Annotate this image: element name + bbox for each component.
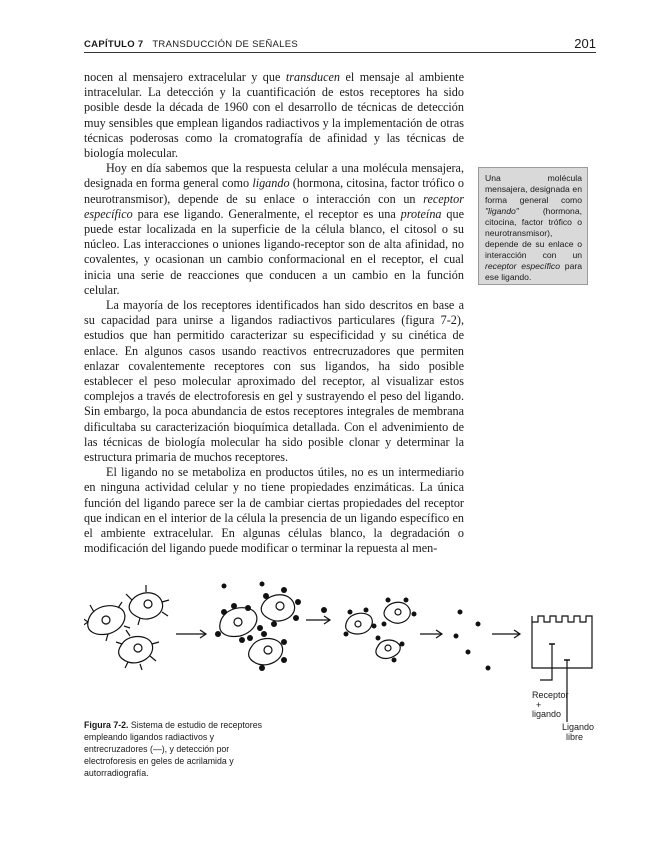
label-plus: +	[536, 700, 542, 710]
label-receptor: Receptor	[532, 690, 569, 700]
caption-label: Figura 7-2.	[84, 720, 129, 730]
paragraph-4: El ligando no se metaboliza en productos útiles, no es un intermediario en ninguna actividad celular y no tiene propiedades enzimáticas. La única función del ligando parece ser la de cambiar ciertas propiedades del receptor que indican en el interior de la célula la presencia de un ligando específico en el ambiente extracelular. En algunas células blanco, la degradación o modificación del ligando puede modificar o terminar la repuesta al men-	[84, 465, 464, 556]
caption-text: Sistema de estudio de receptores empleando ligandos radiactivos y entrecruzadores (—), y detección por electroforesis en geles de acrilamida y autorradiografía.	[84, 720, 262, 778]
label-ligando-libre-1: Ligando	[562, 722, 595, 732]
chapter-title: TRANSDUCCIÓN DE SEÑALES	[152, 39, 299, 50]
page-header	[84, 36, 596, 54]
chapter-label: CAPÍTULO 7	[84, 39, 144, 50]
label-ligando-libre-2: libre	[566, 732, 584, 742]
margin-note: Una molécula mensajera, designada en forma general como "ligando" (hormona, citocina, factor trófico o neurotransmisor), depende de su enlace o interacción con un receptor específico para ese ligando.	[478, 167, 588, 285]
paragraph-2: Hoy en día sabemos que la respuesta celular a una molécula mensajera, designada en forma general como ligando (hormona, citosina, factor trófico o neurotransmisor), depende de su enlace o interacción con un receptor específico para ese ligando. Generalmente, el receptor es una proteína que puede estar localizada en la superficie de la célula blanco, el citosol o su núcleo. Las interacciones o uniones ligando-receptor son de alta afinidad, no covalentes, y ocasionan un cambio conformacional en el receptor, el cual inicia una serie de reacciones que conducen a un cambio en la función celular.	[84, 161, 464, 297]
page-number: 201	[574, 36, 596, 51]
paragraph-1: nocen al mensajero extracelular y que transducen el mensaje al ambiente intracelular. La detección y la cuantificación de estos receptores ha sido posible desde la década de 1960 con el desarrollo de técnicas de detección muy sensibles que emplean ligandos radiactivos y la implementación de otras técnicas poderosas como la cromatografía de afinidad y las técnicas de biología molecular.	[84, 70, 464, 161]
running-head	[84, 39, 298, 50]
figure-7-2-diagram	[84, 572, 604, 740]
gel-outline	[532, 616, 592, 668]
cell-group-2	[220, 595, 295, 665]
label-ligando: ligando	[532, 709, 562, 719]
cell-group-1	[84, 585, 169, 670]
figure-caption	[84, 719, 274, 779]
header-rule	[84, 52, 596, 53]
ligand-dots	[215, 582, 491, 672]
body-text	[84, 70, 464, 557]
paragraph-3: La mayoría de los receptores identificados han sido descritos en base a su capacidad para unirse a ligandos radiactivos particulares (figura 7-2), estudios que han permitido caracterizar su especificidad y su cinética de enlace. En algunos casos usando reactivos entrecruzadores que permiten enlazar covalentemente receptores con sus ligandos, ha sido posible establecer el peso molecular aproximado del receptor, al visualizar estos complejos a través de electroforesis en gel y sustrayendo el peso del ligando. Sin embargo, la poca abundancia de estos receptores integrales de membrana dificultaba su caracterización bioquímica detallada. Con el advenimiento de las técnicas de biología molecular ha sido posible clonar y determinar la estructura primaria de muchos receptores.	[84, 298, 464, 465]
cell-group-3	[346, 602, 411, 658]
